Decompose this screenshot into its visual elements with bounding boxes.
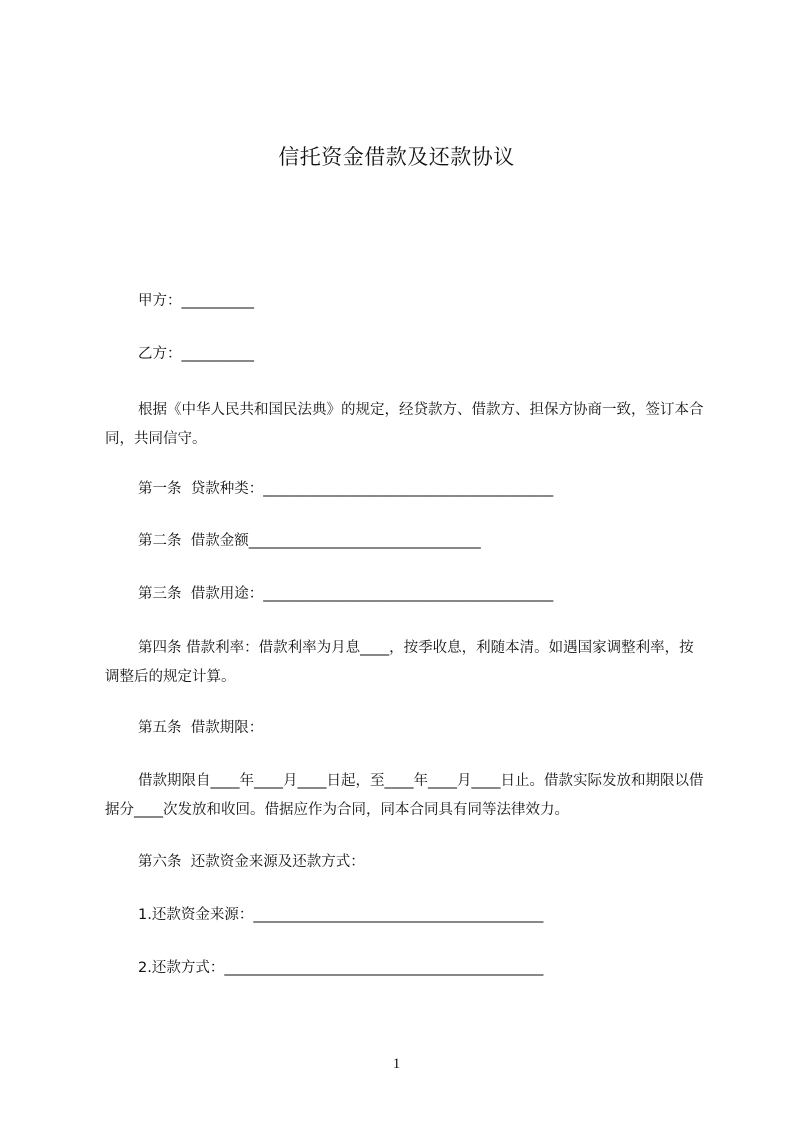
article-3-loan-purpose: 第三条 借款用途：________________________________________ <box>138 586 554 602</box>
preamble-paragraph: 根据《中华人民共和国民法典》的规定，经贷款方、借款方、担保方协商一致，签订本合同，共同信守。 <box>105 402 704 447</box>
party-b-line: 乙方：__________ <box>138 346 254 362</box>
article-4-interest-rate: 第四条 借款利率：借款利率为月息____，按季收息，利随本清。如遇国家调整利率，按调整后的规定计算。 <box>105 640 694 685</box>
article-6-item-1-funding-source: 1.还款资金来源：________________________________________ <box>138 907 544 923</box>
article-1-loan-type: 第一条 贷款种类：________________________________________ <box>138 481 554 497</box>
article-5-loan-term-body: 借款期限自____年____月____日起，至____年____月____日止。借款实际发放和期限以借据分____次发放和收回。借据应作为合同，同本合同具有同等法律效力。 <box>105 773 704 818</box>
party-a-line: 甲方：__________ <box>138 293 254 309</box>
article-5-loan-term-heading: 第五条 借款期限： <box>138 720 264 736</box>
page-number: 1 <box>392 1056 401 1072</box>
article-2-loan-amount: 第二条 借款金额________________________________ <box>138 533 481 549</box>
article-6-item-2-repayment-method: 2.还款方式：____________________________________________ <box>138 960 544 976</box>
document-title: 信托资金借款及还款协议 <box>278 145 515 169</box>
article-6-repayment-heading: 第六条 还款资金来源及还款方式： <box>138 854 365 870</box>
